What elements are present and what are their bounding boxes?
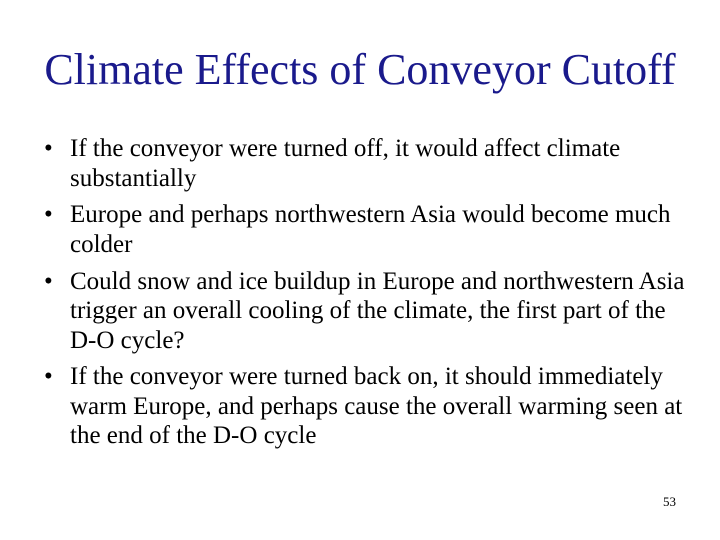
bullet-item — [44, 267, 694, 356]
slide-title: Climate Effects of Conveyor Cutoff — [44, 45, 676, 94]
bullet-text: If the conveyor were turned back on, it should immediately warm Europe, and perhaps cause the overall warming seen at the end of the D-O cycle — [70, 363, 683, 450]
bullet-icon: • — [44, 267, 53, 295]
bullet-item — [44, 362, 694, 451]
bullet-icon: • — [44, 201, 53, 229]
bullet-item — [44, 200, 694, 259]
bullet-icon: • — [44, 135, 53, 162]
bullet-icon: • — [44, 363, 53, 391]
bullet-text: If the conveyor were turned off, it would affect climate substantially — [70, 135, 621, 192]
page-number: 53 — [663, 494, 676, 509]
bullet-item — [44, 134, 694, 193]
bullet-list — [44, 134, 694, 458]
bullet-text: Could snow and ice buildup in Europe and northwestern Asia trigger an overall cooling of the climate, the first part of the D-O cycle? — [70, 267, 685, 354]
bullet-text: Europe and perhaps northwestern Asia would become much colder — [70, 201, 671, 258]
